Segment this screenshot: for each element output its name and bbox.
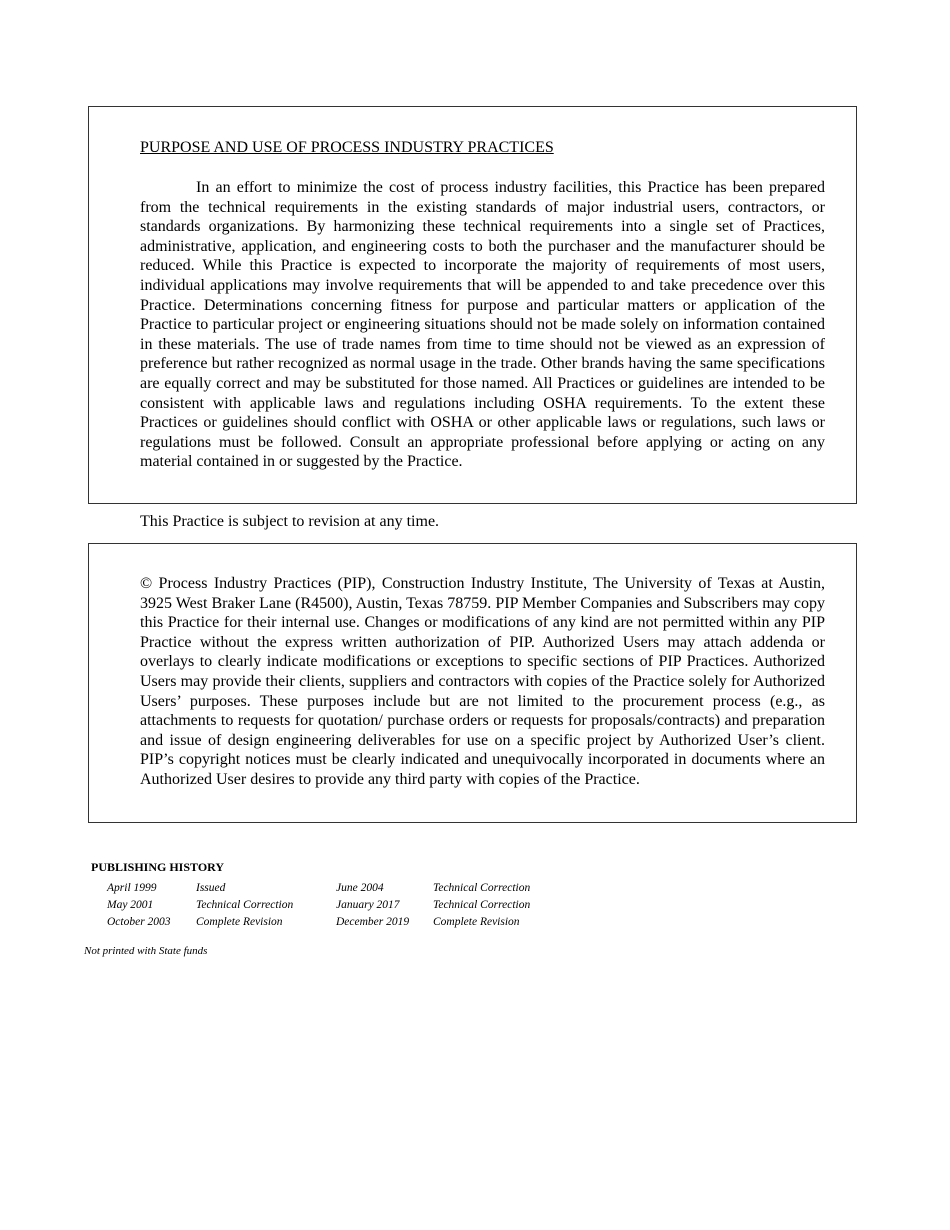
- history-date: May 2001: [107, 898, 154, 911]
- history-action: Technical Correction: [433, 881, 531, 894]
- funding-footnote: Not printed with State funds: [84, 945, 208, 957]
- publishing-history: [91, 860, 563, 930]
- history-date: June 2004: [336, 881, 384, 894]
- history-action: Technical Correction: [433, 898, 531, 911]
- history-date: January 2017: [336, 898, 400, 911]
- history-row: [107, 896, 563, 913]
- publishing-history-table: [107, 879, 563, 930]
- history-action: Technical Correction: [196, 898, 294, 911]
- purpose-box: [88, 106, 857, 504]
- history-date: December 2019: [336, 915, 410, 928]
- publishing-history-title: PUBLISHING HISTORY: [91, 860, 225, 874]
- copyright-box: [88, 543, 857, 823]
- history-date: April 1999: [107, 881, 157, 894]
- history-date: October 2003: [107, 915, 171, 928]
- history-action: Complete Revision: [196, 915, 283, 928]
- revision-note: This Practice is subject to revision at any time.: [140, 513, 440, 530]
- history-action: Complete Revision: [433, 915, 520, 928]
- history-action: Issued: [196, 881, 226, 894]
- history-row: [107, 879, 563, 896]
- purpose-paragraph: In an effort to minimize the cost of process industry facilities, this Practice has been prepared from the technical requirements in the existing standards of major industrial users, contractors, or standards organizations. By harmonizing these technical requirements into a single set of Practices, administrative, application, and engineering costs to both the purchaser and the manufacturer should be reduced. While this Practice is expected to incorporate the majority of requirements of most users, individual applications may involve requirements that will be appended to and take precedence over this Practice. Determinations concerning fitness for purpose and particular matters or application of the Practice to particular project or engineering situations should not be made solely on information contained in these materials. The use of trade names from time to time should not be viewed as an expression of preference but rather recognized as normal usage in the trade. Other brands having the same specifications are equally correct and may be substituted for those named. All Practices or guidelines are intended to be consistent with applicable laws and regulations including OSHA requirements. To the extent these Practices or guidelines should conflict with OSHA or other applicable laws or regulations, such laws or regulations must be followed. Consult an appropriate professional before applying or acting on any material contained in or suggested by the Practice.: [140, 179, 825, 471]
- copyright-paragraph: © Process Industry Practices (PIP), Construction Industry Institute, The University of Texas at Austin, 3925 West Braker Lane (R4500), Austin, Texas 78759. PIP Member Companies and Subscribers may copy this Practice for their internal use. Changes or modifications of any kind are not permitted within any PIP Practice without the express written authorization of PIP. Authorized Users may attach addenda or overlays to clearly indicate modifications or exceptions to specific sections of PIP Practices. Authorized Users may provide their clients, suppliers and contractors with copies of the Practice solely for Authorized Users’ purposes. These purposes include but are not limited to the procurement process (e.g., as attachments to requests for quotation/ purchase orders or requests for proposals/contracts) and preparation and issue of design engineering deliverables for use on a specific project by Authorized User’s client. PIP’s copyright notices must be clearly indicated and unequivocally incorporated in documents where an Authorized User desires to provide any third party with copies of the Practice.: [140, 575, 825, 788]
- history-row: [107, 913, 563, 930]
- purpose-heading: PURPOSE AND USE OF PROCESS INDUSTRY PRACTICES: [140, 139, 554, 156]
